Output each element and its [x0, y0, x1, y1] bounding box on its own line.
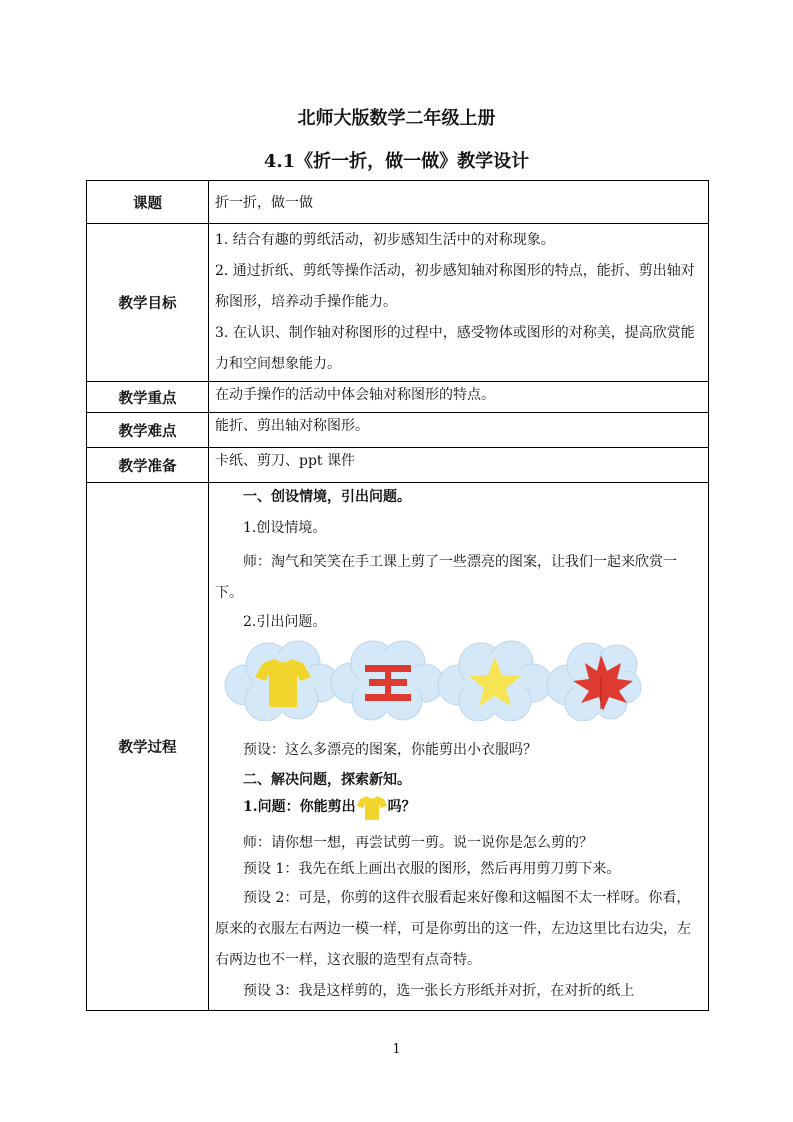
- preset-line-0: 预设：这么多漂亮的图案，你能剪出小衣服吗？: [243, 742, 537, 758]
- table-row: [87, 448, 709, 483]
- preparation-cell: [209, 448, 709, 483]
- document-subtitle: 4.1《折一折，做一做》教学设计: [263, 151, 530, 172]
- table-row: [87, 224, 709, 382]
- teacher-line-1: 师：淘气和笑笑在手工课上剪了一些漂亮的图案，让我们一起来欣赏一下。: [215, 554, 677, 601]
- question-1: [215, 793, 700, 821]
- table-row: [87, 413, 709, 448]
- table-row: [87, 483, 709, 1011]
- process-label: 教学过程: [87, 483, 209, 1011]
- difficulty-label: 教学难点: [87, 413, 209, 448]
- preset-line-3: 预设 3：我是这样剪的，选一张长方形纸并对折，在对折的纸上: [243, 983, 635, 999]
- page-number: 1: [392, 1042, 401, 1057]
- goal-item-2: 2. 通过折纸、剪纸等操作活动，初步感知轴对称图形的特点，能折、剪出轴对称图形，培养动手操作能力。: [215, 263, 695, 310]
- cloud-star-picture: [438, 641, 552, 721]
- preparation-label: 教学准备: [87, 448, 209, 483]
- lesson-plan-table: [86, 180, 709, 1011]
- section-heading-1: 一、创设情境，引出问题。: [243, 489, 411, 505]
- cloud-pattern-picture: [331, 641, 444, 720]
- key-point-cell: [209, 382, 709, 413]
- step-2: 2.引出问题。: [243, 614, 327, 630]
- cloud-shirt-picture: [225, 641, 339, 721]
- topic-value: 折一折，做一做: [209, 181, 709, 224]
- topic-label: 课题: [87, 181, 209, 224]
- goal-item-3: 3. 在认识、制作轴对称图形的过程中，感受物体或图形的对称美，提高欣赏能力和空间想象能力。: [215, 325, 695, 372]
- question-text-before: 1.问题：你能剪出: [243, 799, 356, 815]
- cloud-leaf-picture: [547, 643, 641, 721]
- preset-line-1: 预设 1：我先在纸上画出衣服的图形，然后再用剪刀剪下来。: [243, 861, 621, 877]
- document-title: 北师大版数学二年级上册: [297, 108, 496, 129]
- process-cell: [209, 483, 709, 1011]
- goal-item-1: 1. 结合有趣的剪纸活动，初步感知生活中的对称现象。: [215, 232, 555, 248]
- goal-label: 教学目标: [87, 224, 209, 382]
- table-row: [87, 181, 709, 224]
- step-1: 1.创设情境。: [243, 520, 327, 536]
- table-row: [87, 382, 709, 413]
- difficulty-value: 能折、剪出轴对称图形。: [215, 418, 369, 434]
- key-point-value: 在动手操作的活动中体会轴对称图形的特点。: [215, 387, 495, 403]
- difficulty-cell: [209, 413, 709, 448]
- teacher-line-2: 师：请你想一想，再尝试剪一剪。说一说你是怎么剪的？: [243, 835, 593, 851]
- small-shirt-icon: [356, 793, 388, 821]
- paper-cut-pictures: [223, 639, 643, 721]
- goal-cell: [209, 224, 709, 382]
- section-heading-2: 二、解决问题，探索新知。: [243, 772, 411, 788]
- preparation-value: 卡纸、剪刀、ppt 课件: [215, 453, 355, 469]
- key-point-label: 教学重点: [87, 382, 209, 413]
- preset-line-2: 预设 2：可是，你剪的这件衣服看起来好像和这幅图不太一样呀。你看，原来的衣服左右两边一模一样，可是你剪出的这一件，左边这里比右边尖，左右两边也不一样，这衣服的造型有点奇特。: [215, 890, 691, 968]
- question-text-after: 吗？: [387, 799, 416, 815]
- pattern-icon: [365, 665, 411, 701]
